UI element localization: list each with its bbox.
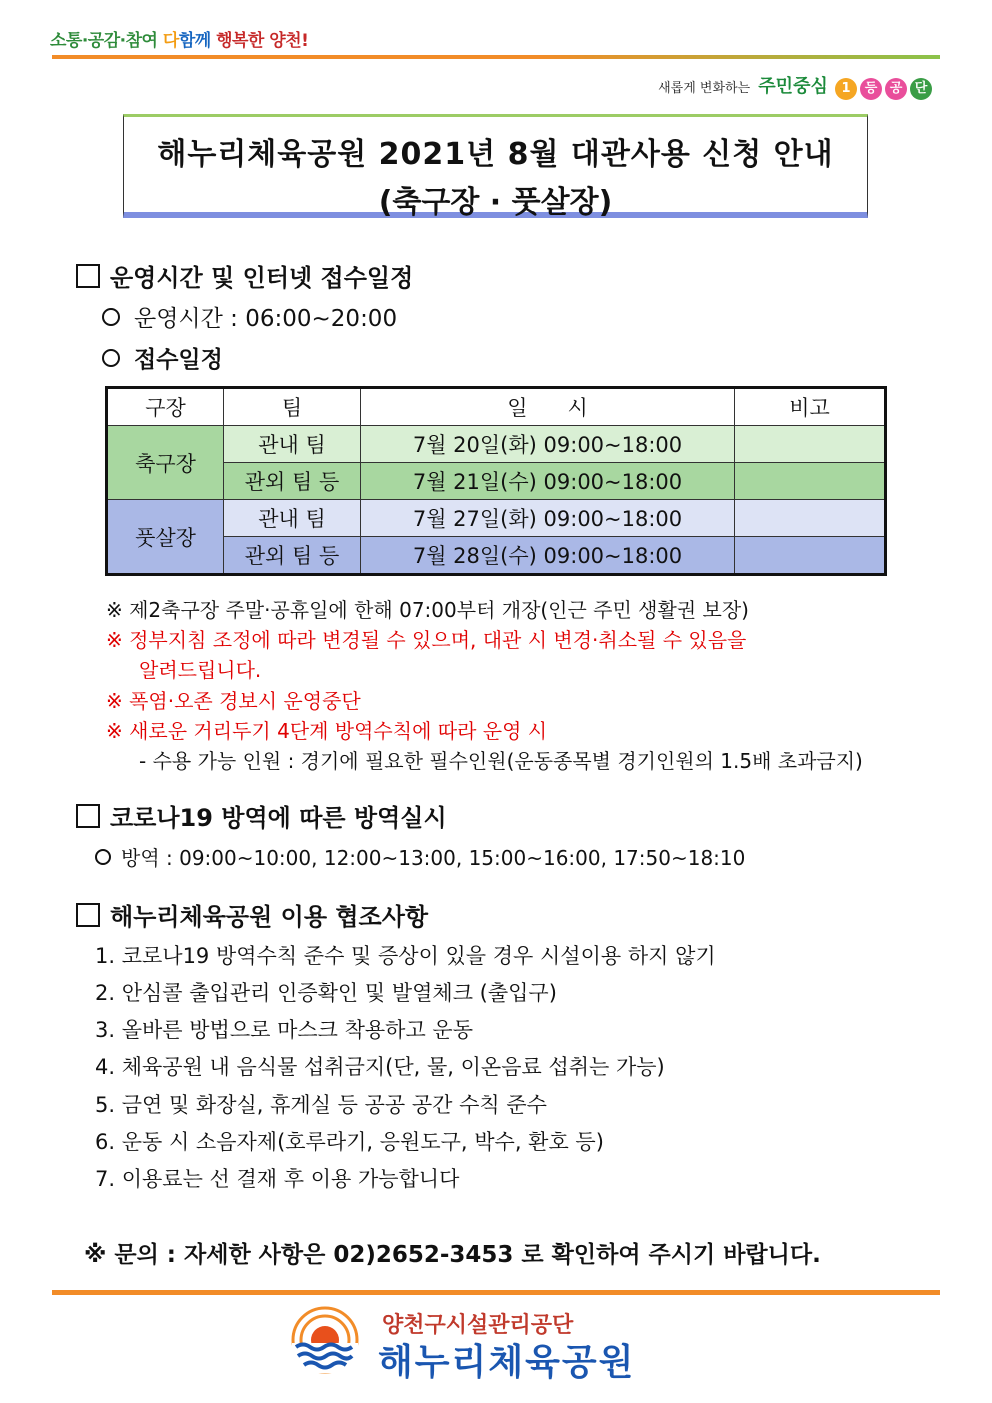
section-heading-cooperation: [76, 897, 428, 932]
table-header-cell: 구장: [107, 388, 224, 426]
schedule-label: [102, 341, 223, 374]
slogan-part: 다: [162, 31, 179, 51]
note-distancing: ※ 새로운 거리두기 4단계 방역수칙에 따라 운영 시: [106, 719, 548, 743]
venue-cell: 풋살장: [107, 500, 224, 575]
table-header-cell: 일 시: [361, 388, 735, 426]
motto-badge: 단: [910, 78, 932, 100]
note-policy-change-cont: 알려드립니다.: [139, 658, 262, 682]
section-heading-hours: [76, 258, 413, 293]
page-subtitle: (축구장 · 풋살장): [378, 185, 613, 220]
footer-park-name: 해누리체육공원: [378, 1342, 636, 1383]
list-item: 7. 이용료는 선 결재 후 이용 가능합니다: [95, 1167, 460, 1191]
table-header-row: [107, 388, 886, 426]
park-logo-icon: [290, 1305, 360, 1375]
note-cell: [735, 537, 886, 575]
team-cell: 관외 팀 등: [224, 537, 361, 575]
datetime-cell: 7월 27일(화) 09:00~18:00: [361, 500, 735, 537]
team-cell: 관외 팀 등: [224, 463, 361, 500]
motto-badge: 공: [885, 78, 907, 100]
motto-badge: 1: [835, 78, 857, 100]
checkbox-square-icon: [76, 903, 100, 927]
team-cell: 관내 팀: [224, 500, 361, 537]
schedule-label-text: 접수일정: [134, 347, 223, 373]
slogan-part: 함께: [178, 31, 211, 51]
title-box: [123, 114, 868, 218]
note-cell: [735, 463, 886, 500]
motto-prefix: 새롭게 변화하는: [658, 81, 751, 96]
note-weekend-hours: ※ 제2축구장 주말·공휴일에 한해 07:00부터 개장(인근 주민 생활권 보장): [106, 598, 749, 622]
checkbox-square-icon: [76, 264, 100, 288]
table-row: [107, 463, 886, 500]
motto-main: 주민중심: [758, 76, 828, 97]
schedule-table: [105, 386, 887, 576]
circle-bullet-icon: [102, 349, 120, 367]
note-policy-change: ※ 정부지침 조정에 따라 변경될 수 있으며, 대관 시 변경·취소될 수 있음을: [106, 628, 747, 652]
operating-hours: [102, 300, 397, 333]
datetime-cell: 7월 20일(화) 09:00~18:00: [361, 426, 735, 463]
slogan-part: 소통·공감·참여: [50, 31, 163, 51]
list-item: 1. 코로나19 방역수칙 준수 및 증상이 있을 경우 시설이용 하지 않기: [95, 944, 716, 968]
header-slogan: [50, 26, 308, 51]
list-item: 4. 체육공원 내 음식물 섭취금지(단, 물, 이온음료 섭취는 가능): [95, 1055, 665, 1079]
note-heat-ozone: ※ 폭염·오존 경보시 운영중단: [106, 689, 361, 713]
venue-cell: 축구장: [107, 426, 224, 500]
datetime-cell: 7월 21일(수) 09:00~18:00: [361, 463, 735, 500]
table-row: [107, 500, 886, 537]
list-item: 2. 안심콜 출입관리 인증확인 및 발열체크 (출입구): [95, 981, 557, 1005]
inquiry-notice: ※ 문의 : 자세한 사항은 02)2652-3453 로 확인하여 주시기 바랍니다.: [84, 1242, 821, 1268]
section-title: 해누리체육공원 이용 협조사항: [110, 903, 429, 931]
list-item: 6. 운동 시 소음자제(호루라기, 응원도구, 박수, 환호 등): [95, 1130, 604, 1154]
circle-bullet-icon: [102, 308, 120, 326]
team-cell: 관내 팀: [224, 426, 361, 463]
table-header-cell: 팀: [224, 388, 361, 426]
disinfection-times: [95, 842, 745, 871]
table-row: [107, 537, 886, 575]
motto-badge: 등: [860, 78, 882, 100]
datetime-cell: 7월 28일(수) 09:00~18:00: [361, 537, 735, 575]
section-title: 코로나19 방역에 따른 방역실시: [110, 804, 447, 832]
note-cell: [735, 500, 886, 537]
page-title: 해누리체육공원 2021년 8월 대관사용 신청 안내: [157, 137, 834, 172]
section-heading-disinfection: [76, 798, 447, 833]
disinfection-text: 방역 : 09:00~10:00, 12:00~13:00, 15:00~16:00, 17:50~18:10: [121, 846, 746, 870]
bottom-divider: [52, 1290, 940, 1295]
slogan-part: 행복한 양천!: [210, 31, 309, 51]
section-title: 운영시간 및 인터넷 접수일정: [110, 264, 414, 292]
header-motto: [658, 72, 932, 100]
list-item: 3. 올바른 방법으로 마스크 착용하고 운동: [95, 1018, 473, 1042]
footer-org-name: 양천구시설관리공단: [382, 1313, 574, 1338]
top-divider: [52, 55, 940, 59]
note-cell: [735, 426, 886, 463]
table-header-cell: 비고: [735, 388, 886, 426]
operating-hours-text: 운영시간 : 06:00~20:00: [134, 306, 398, 332]
circle-bullet-icon: [95, 849, 111, 865]
note-capacity: - 수용 가능 인원 : 경기에 필요한 필수인원(운동종목별 경기인원의 1.5배 초과금지): [139, 749, 863, 773]
checkbox-square-icon: [76, 804, 100, 828]
table-row: [107, 426, 886, 463]
list-item: 5. 금연 및 화장실, 휴게실 등 공공 공간 수칙 준수: [95, 1093, 547, 1117]
